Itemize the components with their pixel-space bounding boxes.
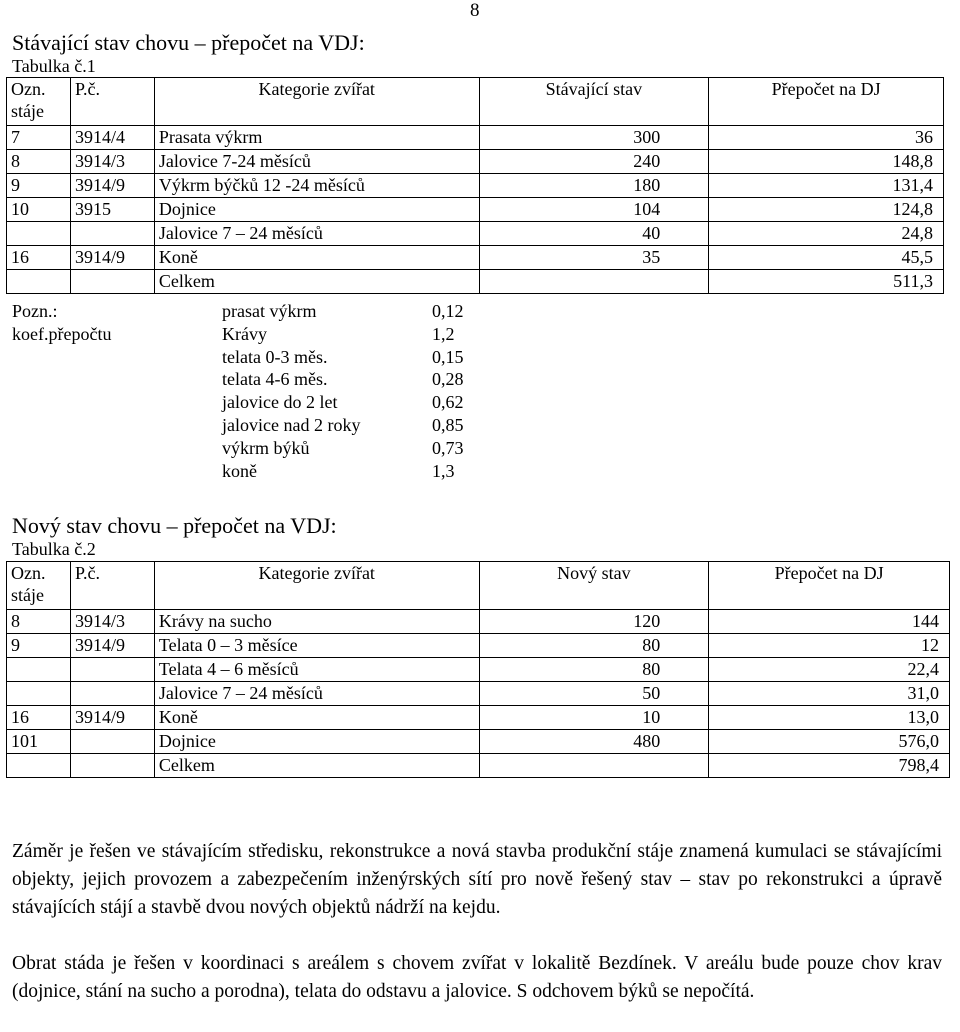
table-row	[7, 126, 944, 150]
cell-prepocet: 124,8	[709, 198, 944, 222]
coefficient-name: prasat výkrm	[222, 301, 317, 321]
table-row	[7, 198, 944, 222]
cell-pc: 3914/9	[70, 174, 154, 198]
section1-title: Stávající stav chovu – přepočet na VDJ:	[12, 30, 365, 55]
cell-kategorie: Jalovice 7 – 24 měsíců	[154, 682, 479, 706]
header-ozn-staje: Ozn. stáje	[7, 562, 71, 610]
cell-pc	[70, 658, 154, 682]
cell-pc: 3914/9	[70, 706, 154, 730]
cell-kategorie: Telata 0 – 3 měsíce	[154, 634, 479, 658]
coefficient-label: Pozn.: koef.přepočtu	[12, 301, 112, 344]
coefficient-value: 0,85	[432, 415, 464, 435]
coefficient-value: 0,28	[432, 369, 464, 390]
cell-pc: 3914/3	[70, 610, 154, 634]
cell-kategorie: Koně	[154, 246, 479, 270]
cell-kategorie: Koně	[154, 706, 479, 730]
cell-stav: 35	[479, 246, 709, 270]
table-row	[7, 658, 950, 682]
cell-stav: 80	[479, 658, 709, 682]
cell-pc: 3914/4	[70, 126, 154, 150]
page-number: 8	[470, 0, 480, 21]
cell-pc: 3915	[70, 198, 154, 222]
table-row	[7, 270, 944, 294]
header-ozn-staje: Ozn. stáje	[7, 78, 71, 126]
cell-pc	[70, 730, 154, 754]
cell-stav: 240	[479, 150, 709, 174]
cell-pc: 3914/9	[70, 634, 154, 658]
cell-ozn: 7	[7, 126, 71, 150]
cell-stav	[479, 754, 709, 778]
table-row	[7, 634, 950, 658]
header-prepocet: Přepočet na DJ	[709, 562, 950, 610]
coefficient-value: 0,15	[432, 346, 464, 367]
cell-kategorie: Telata 4 – 6 měsíců	[154, 658, 479, 682]
coefficient-value: 0,12	[432, 301, 464, 321]
cell-ozn	[7, 754, 71, 778]
cell-prepocet: 798,4	[709, 754, 950, 778]
header-kategorie: Kategorie zvířat	[154, 562, 479, 610]
header-pc: P.č.	[70, 562, 154, 610]
cell-pc	[70, 682, 154, 706]
coefficient-name: koně	[222, 460, 257, 481]
cell-prepocet: 24,8	[709, 222, 944, 246]
cell-prepocet: 22,4	[709, 658, 950, 682]
cell-prepocet: 45,5	[709, 246, 944, 270]
cell-kategorie: Výkrm býčků 12 -24 měsíců	[154, 174, 479, 198]
cell-ozn	[7, 222, 71, 246]
cell-kategorie: Dojnice	[154, 730, 479, 754]
cell-prepocet: 144	[709, 610, 950, 634]
coefficient-name: výkrm býků	[222, 437, 310, 458]
table-row	[7, 754, 950, 778]
cell-ozn: 16	[7, 246, 71, 270]
coefficient-name: jalovice nad 2 roky	[222, 415, 361, 435]
cell-stav: 300	[479, 126, 709, 150]
cell-ozn: 8	[7, 610, 71, 634]
cell-prepocet: 511,3	[709, 270, 944, 294]
table1-caption: Tabulka č.1	[12, 56, 96, 76]
header-stav: Nový stav	[479, 562, 709, 610]
cell-pc: 3914/9	[70, 246, 154, 270]
coefficient-value: 1,3	[432, 460, 455, 481]
cell-stav	[479, 270, 709, 294]
cell-stav: 180	[479, 174, 709, 198]
coefficient-value: 0,73	[432, 437, 464, 458]
cell-prepocet: 131,4	[709, 174, 944, 198]
table2-caption: Tabulka č.2	[12, 539, 96, 559]
table-2	[6, 561, 950, 778]
cell-stav: 104	[479, 198, 709, 222]
table-row	[7, 706, 950, 730]
coefficient-name: telata 0-3 měs.	[222, 346, 328, 367]
cell-prepocet: 576,0	[709, 730, 950, 754]
cell-pc	[70, 222, 154, 246]
cell-pc: 3914/3	[70, 150, 154, 174]
table-row	[7, 730, 950, 754]
cell-ozn: 8	[7, 150, 71, 174]
cell-stav: 120	[479, 610, 709, 634]
paragraph-1: Záměr je řešen ve stávajícím středisku, rekonstrukce a nová stavba produkční stáje znamená kumulaci se stávajícími objekty, jejich provozem a zabezpečením inženýrských sítí pro nově řešený stav – stav po rekonstrukci a úpravě stávajících stájí a stavbě dvou nových objektů nádrží na kejdu.	[12, 841, 942, 918]
cell-ozn	[7, 682, 71, 706]
cell-stav: 80	[479, 634, 709, 658]
table-row	[7, 682, 950, 706]
cell-stav: 40	[479, 222, 709, 246]
header-pc: P.č.	[70, 78, 154, 126]
cell-stav: 480	[479, 730, 709, 754]
table-row	[7, 150, 944, 174]
section2-title: Nový stav chovu – přepočet na VDJ:	[12, 513, 337, 538]
coefficient-value: 0,62	[432, 392, 464, 413]
cell-kategorie: Jalovice 7 – 24 měsíců	[154, 222, 479, 246]
cell-kategorie: Celkem	[154, 754, 479, 778]
header-prepocet: Přepočet na DJ	[709, 78, 944, 126]
table-row	[7, 174, 944, 198]
cell-pc	[70, 270, 154, 294]
cell-kategorie: Prasata výkrm	[154, 126, 479, 150]
paragraph-2: Obrat stáda je řešen v koordinaci s areálem s chovem zvířat v lokalitě Bezdínek. V areálu bude pouze chov krav (dojnice, stání na sucho a porodna), telata do odstavu a jalovice. S odchovem býků se nepočítá.	[12, 953, 942, 1002]
cell-stav: 10	[479, 706, 709, 730]
cell-ozn: 9	[7, 634, 71, 658]
cell-kategorie: Celkem	[154, 270, 479, 294]
cell-prepocet: 13,0	[709, 706, 950, 730]
cell-ozn	[7, 658, 71, 682]
cell-kategorie: Dojnice	[154, 198, 479, 222]
coefficient-name: jalovice do 2 let	[222, 392, 338, 413]
cell-pc	[70, 754, 154, 778]
table-row	[7, 610, 950, 634]
cell-ozn: 101	[7, 730, 71, 754]
cell-prepocet: 12	[709, 634, 950, 658]
cell-prepocet: 36	[709, 126, 944, 150]
cell-prepocet: 148,8	[709, 150, 944, 174]
table-1	[6, 77, 944, 294]
coefficient-name: telata 4-6 měs.	[222, 369, 328, 390]
cell-ozn: 10	[7, 198, 71, 222]
cell-ozn: 9	[7, 174, 71, 198]
coefficient-value: 1,2	[432, 323, 455, 344]
header-kategorie: Kategorie zvířat	[154, 78, 479, 126]
cell-kategorie: Krávy na sucho	[154, 610, 479, 634]
cell-kategorie: Jalovice 7-24 měsíců	[154, 150, 479, 174]
cell-prepocet: 31,0	[709, 682, 950, 706]
table-row	[7, 222, 944, 246]
cell-ozn	[7, 270, 71, 294]
cell-stav: 50	[479, 682, 709, 706]
table-row	[7, 246, 944, 270]
cell-ozn: 16	[7, 706, 71, 730]
header-stav: Stávající stav	[479, 78, 709, 126]
coefficient-name: Krávy	[222, 323, 267, 344]
